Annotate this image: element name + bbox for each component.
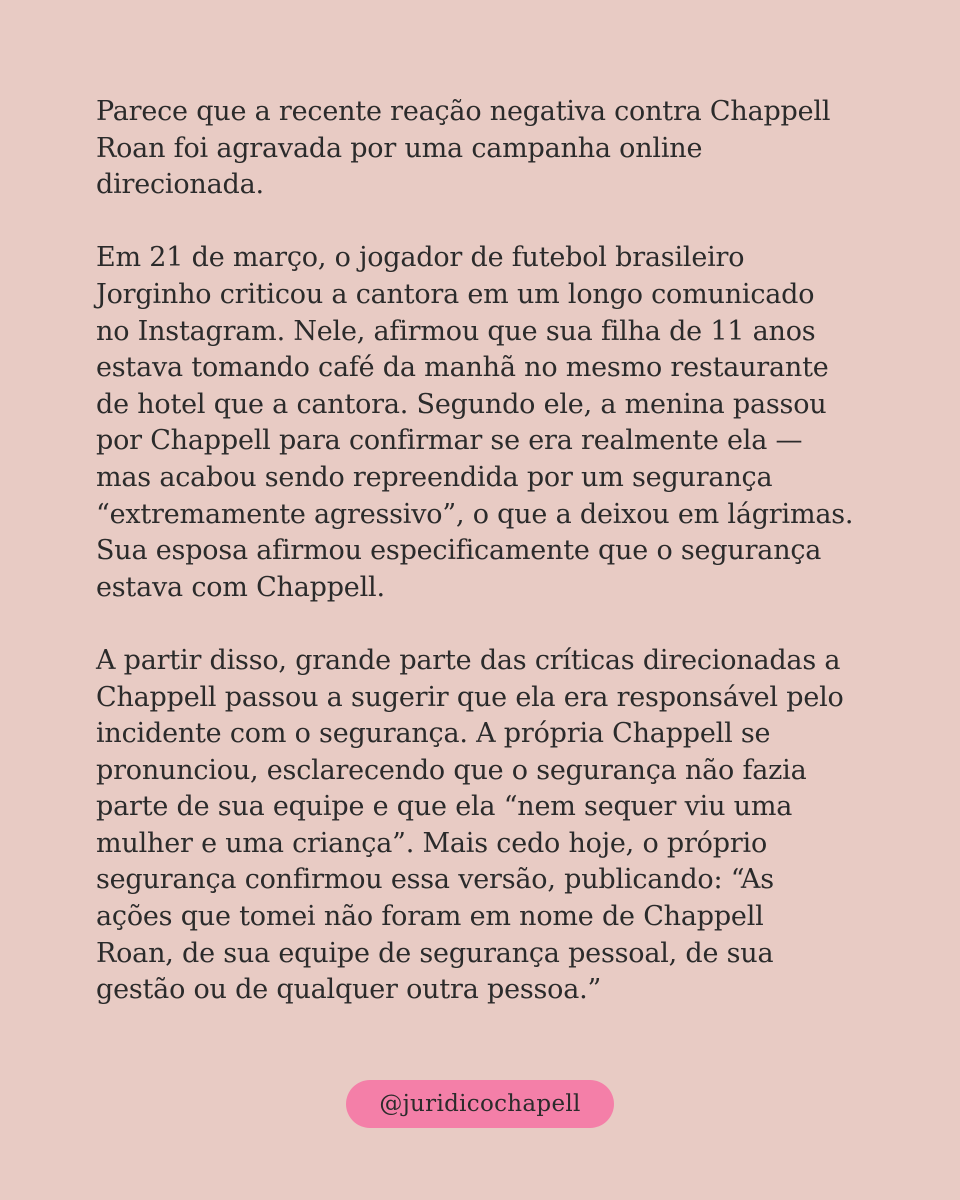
paragraph-3 bbox=[96, 643, 886, 1009]
handle-text: @juridicochapell bbox=[379, 1091, 581, 1117]
text-line: “extremamente agressivo”, o que a deixou em lágrimas. bbox=[96, 498, 854, 530]
text-line: mas acabou sendo repreendida por um segurança bbox=[96, 461, 773, 493]
text-line: pronunciou, esclarecendo que o segurança não fazia bbox=[96, 754, 807, 786]
text-line: Roan, de sua equipe de segurança pessoal, de sua bbox=[96, 937, 774, 969]
text-line: segurança confirmou essa versão, publicando: “As bbox=[96, 864, 774, 896]
text-line: Jorginho criticou a cantora em um longo comunicado bbox=[96, 278, 815, 310]
text-line: ações que tomei não foram em nome de Chappell bbox=[96, 901, 764, 933]
text-line: Sua esposa afirmou especificamente que o segurança bbox=[96, 535, 822, 567]
text-line: Parece que a recente reação negativa contra Chappell bbox=[96, 96, 831, 127]
text-line: direcionada. bbox=[96, 169, 264, 201]
paragraph-1 bbox=[96, 94, 886, 204]
text-line: parte de sua equipe e que ela “nem sequer viu uma bbox=[96, 791, 793, 823]
text-line: A partir disso, grande parte das críticas direcionadas a bbox=[96, 644, 841, 676]
text-line: incidente com o segurança. A própria Chappell se bbox=[96, 718, 771, 750]
text-line: de hotel que a cantora. Segundo ele, a menina passou bbox=[96, 388, 827, 420]
text-line: estava tomando café da manhã no mesmo restaurante bbox=[96, 352, 829, 384]
text-line: gestão ou de qualquer outra pessoa.” bbox=[96, 974, 602, 1006]
text-line: por Chappell para confirmar se era realmente ela — bbox=[96, 425, 803, 457]
text-line: no Instagram. Nele, afirmou que sua filha de 11 anos bbox=[96, 315, 816, 347]
text-line: mulher e uma criança”. Mais cedo hoje, o próprio bbox=[96, 827, 768, 859]
text-line: Em 21 de março, o jogador de futebol brasileiro bbox=[96, 242, 745, 274]
handle-badge bbox=[346, 1080, 614, 1128]
paragraph-2 bbox=[96, 240, 886, 606]
text-line: Chappell passou a sugerir que ela era responsável pelo bbox=[96, 681, 844, 713]
article-text bbox=[96, 94, 886, 1009]
text-line: estava com Chappell. bbox=[96, 571, 385, 603]
text-line: Roan foi agravada por uma campanha online bbox=[96, 132, 703, 164]
